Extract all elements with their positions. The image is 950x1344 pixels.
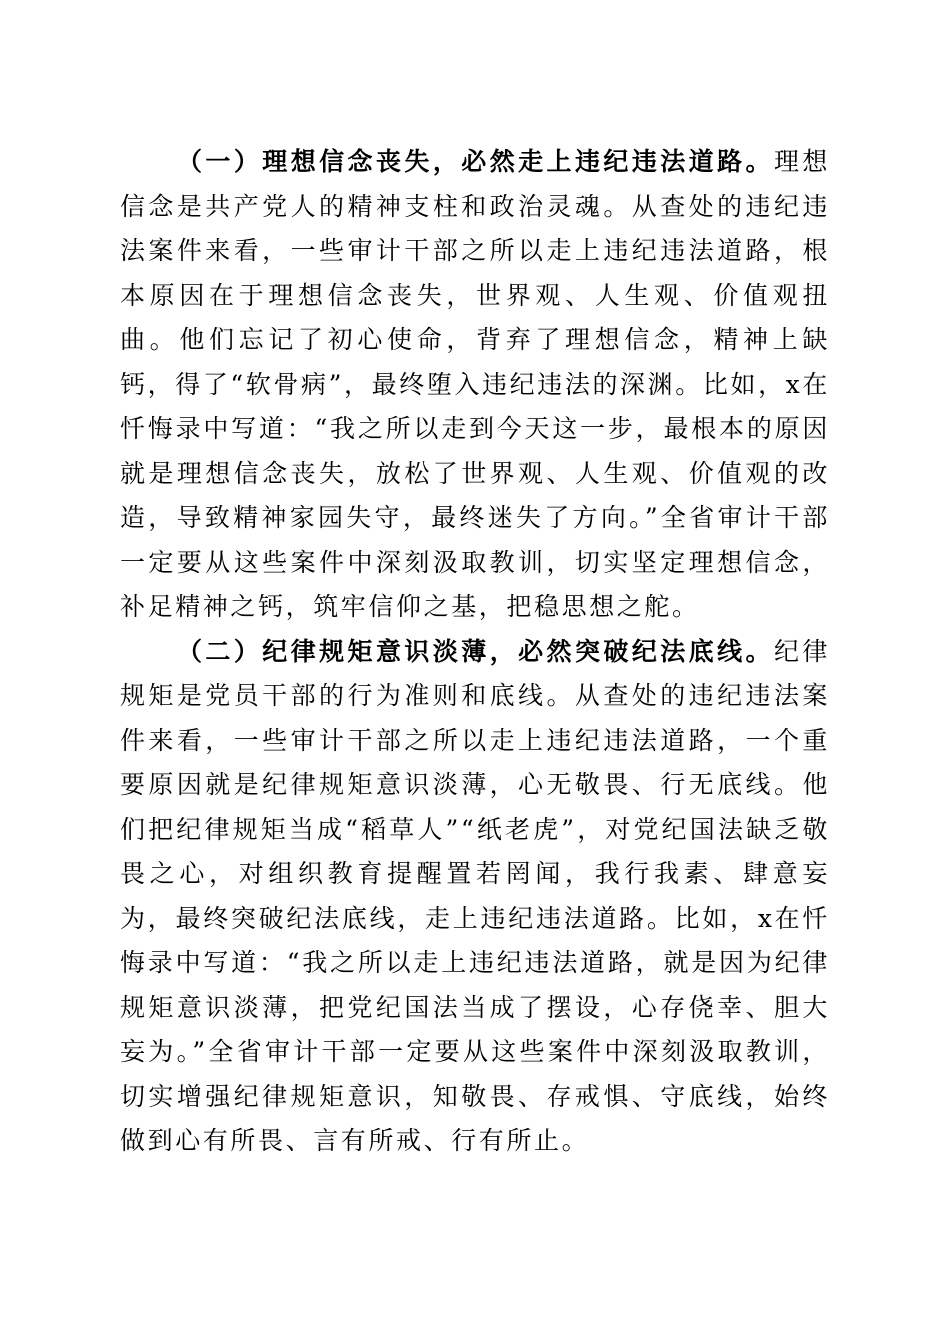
paragraph-2: [120, 630, 830, 1164]
paragraph-1-heading: （一）理想信念丧失，必然走上违纪违法道路。: [177, 147, 774, 176]
paragraph-1-body: 理想信念是共产党人的精神支柱和政治灵魂。从查处的违纪违法案件来看，一些审计干部之所以走上违纪违法道路，根本原因在于理想信念丧失，世界观、人生观、价值观扭曲。他们忘记了初心使命，背弃了理想信念，精神上缺钙，得了“软骨病”，最终堕入违纪违法的深渊。比如，x在忏悔录中写道：“我之所以走到今天这一步，最根本的原因就是理想信念丧失，放松了世界观、人生观、价值观的改造，导致精神家园失守，最终迷失了方向。”全省审计干部一定要从这些案件中深刻汲取教训，切实坚定理想信念，补足精神之钙，筑牢信仰之基，把稳思想之舵。: [120, 147, 830, 621]
paragraph-2-body: 纪律规矩是党员干部的行为准则和底线。从查处的违纪违法案件来看，一些审计干部之所以走上违纪违法道路，一个重要原因就是纪律规矩意识淡薄，心无敬畏、行无底线。他们把纪律规矩当成“稻草人”“纸老虎”，对党纪国法缺乏敬畏之心，对组织教育提醒置若罔闻，我行我素、肆意妄为，最终突破纪法底线，走上违纪违法道路。比如，x在忏悔录中写道：“我之所以走上违纪违法道路，就是因为纪律规矩意识淡薄，把党纪国法当成了摆设，心存侥幸、胆大妄为。”全省审计干部一定要从这些案件中深刻汲取教训，切实增强纪律规矩意识，知敬畏、存戒惧、守底线，始终做到心有所畏、言有所戒、行有所止。: [120, 636, 830, 1155]
paragraph-1: [120, 140, 830, 630]
paragraph-2-heading: （二）纪律规矩意识淡薄，必然突破纪法底线。: [177, 636, 774, 666]
document-body: [120, 140, 830, 1164]
